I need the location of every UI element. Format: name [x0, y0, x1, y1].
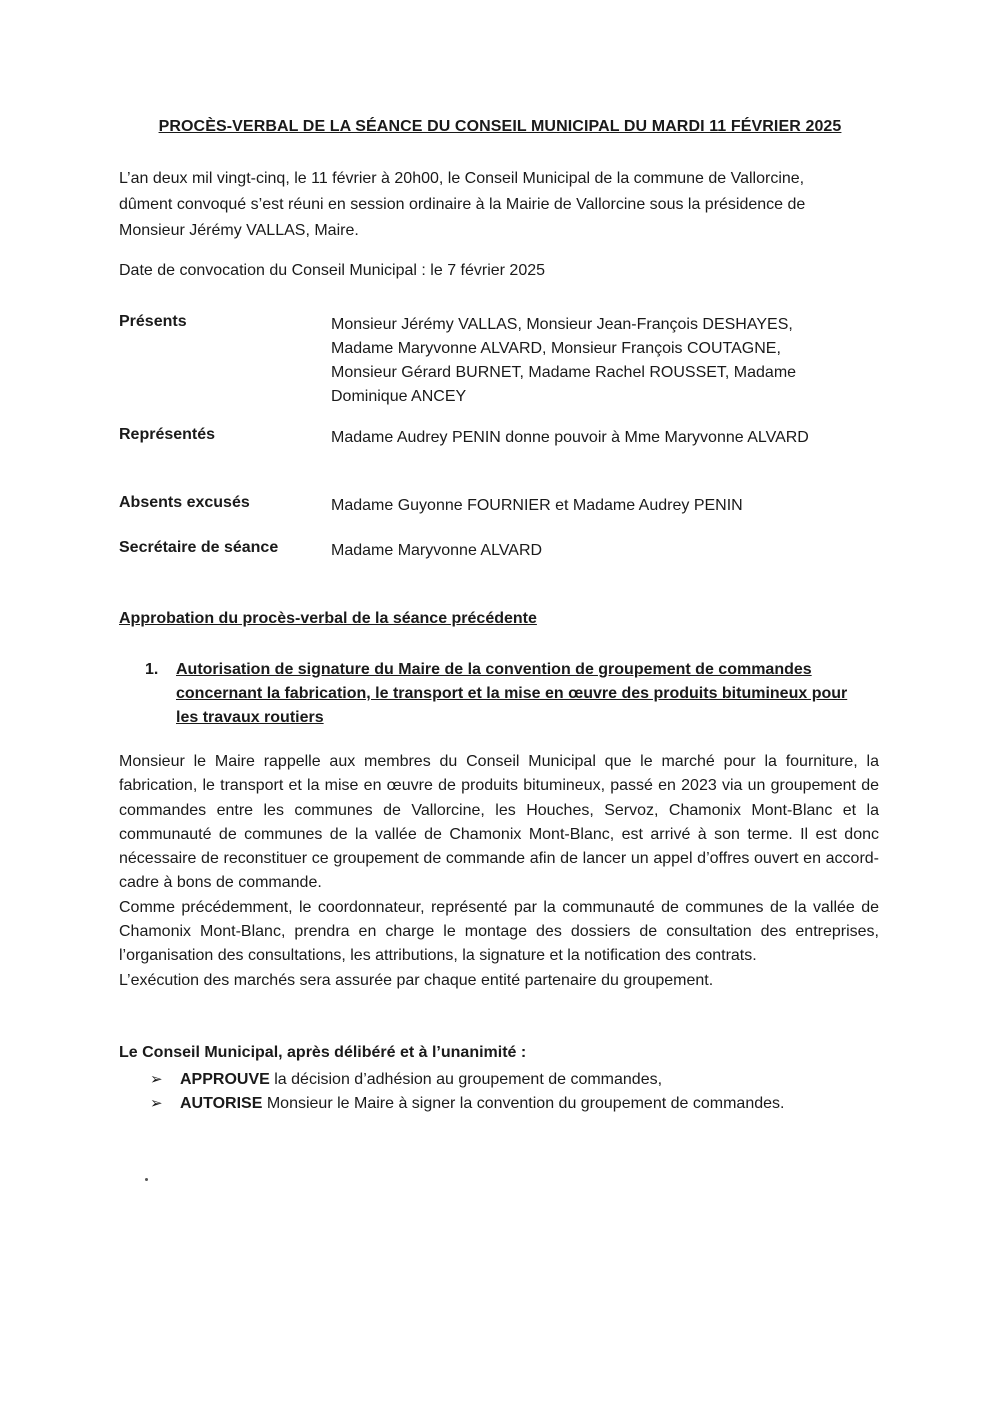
decision-item	[150, 1068, 784, 1092]
document-title: PROCÈS-VERBAL DE LA SÉANCE DU CONSEIL MUNICIPAL DU MARDI 11 FÉVRIER 2025	[158, 118, 842, 135]
intro-line: L’an deux mil vingt-cinq, le 11 février à 20h00, le Conseil Municipal de la commune de Vallorcine,	[119, 170, 805, 187]
item-title	[176, 658, 876, 730]
excused-label: Absents excusés	[119, 494, 250, 511]
intro-line: dûment convoqué s’est réuni en session ordinaire à la Mairie de Vallorcine sous la présidence de	[119, 196, 806, 213]
presents-line: Monsieur Jérémy VALLAS, Monsieur Jean-François DESHAYES,	[331, 316, 793, 333]
item-title-line: les travaux routiers	[176, 709, 324, 726]
body-paragraph: Comme précédemment, le coordonnateur, représenté par la communauté de communes de la vallée de Chamonix Mont-Blanc, prendra en charge le montage des dossiers de consultation des entreprises, l’organisation des consultations, les attributions, la signature et la notification des contrats.	[119, 898, 879, 965]
decision-text: la décision d’adhésion au groupement de commandes,	[269, 1071, 663, 1088]
secretary-value: Madame Maryvonne ALVARD	[331, 542, 543, 559]
decision-keyword: AUTORISE	[180, 1095, 263, 1112]
scan-speck	[145, 1178, 148, 1181]
presents-line: Madame Maryvonne ALVARD, Monsieur François COUTAGNE,	[331, 340, 781, 357]
arrow-bullet-icon: ➢	[150, 1095, 163, 1112]
presents-list	[331, 313, 851, 409]
item-title-line: Autorisation de signature du Maire de la convention de groupement de commandes	[176, 661, 812, 678]
decision-list	[150, 1068, 784, 1116]
approval-heading: Approbation du procès-verbal de la séance précédente	[119, 610, 537, 627]
item-body	[119, 750, 879, 993]
presents-label: Présents	[119, 313, 187, 330]
decision-heading: Le Conseil Municipal, après délibéré et à l’unanimité :	[119, 1044, 527, 1061]
item-number: 1.	[145, 661, 159, 678]
decision-text: Monsieur le Maire à signer la convention du groupement de commandes.	[262, 1095, 785, 1112]
convocation-date: Date de convocation du Conseil Municipal : le 7 février 2025	[119, 262, 546, 279]
arrow-bullet-icon: ➢	[150, 1071, 163, 1088]
intro-line: Monsieur Jérémy VALLAS, Maire.	[119, 222, 359, 239]
presents-line: Dominique ANCEY	[331, 388, 467, 405]
intro-paragraph	[119, 166, 889, 244]
item-title-line: concernant la fabrication, le transport et la mise en œuvre des produits bitumineux pour	[176, 685, 848, 702]
represented-value: Madame Audrey PENIN donne pouvoir à Mme Maryvonne ALVARD	[331, 429, 809, 446]
excused-value: Madame Guyonne FOURNIER et Madame Audrey PENIN	[331, 497, 743, 514]
body-paragraph: L’exécution des marchés sera assurée par chaque entité partenaire du groupement.	[119, 971, 714, 989]
secretary-label: Secrétaire de séance	[119, 539, 279, 556]
body-paragraph: Monsieur le Maire rappelle aux membres du Conseil Municipal que le marché pour la fourniture, la fabrication, le transport et la mise en œuvre de produits bitumineux, passé en 2023 via un groupement de commandes entre les communes de Vallorcine, les Houches, Servoz, Chamonix Mont-Blanc et la communauté de communes de la vallée de Chamonix Mont-Blanc, est arrivé à son terme. Il est donc nécessaire de reconstituer ce groupement de commande afin de lancer un appel d’offres ouvert en accord-cadre à bons de commande.	[119, 753, 879, 892]
decision-keyword: APPROUVE	[180, 1071, 270, 1088]
presents-line: Monsieur Gérard BURNET, Madame Rachel ROUSSET, Madame	[331, 364, 797, 381]
decision-item	[150, 1092, 784, 1116]
represented-label: Représentés	[119, 426, 216, 443]
